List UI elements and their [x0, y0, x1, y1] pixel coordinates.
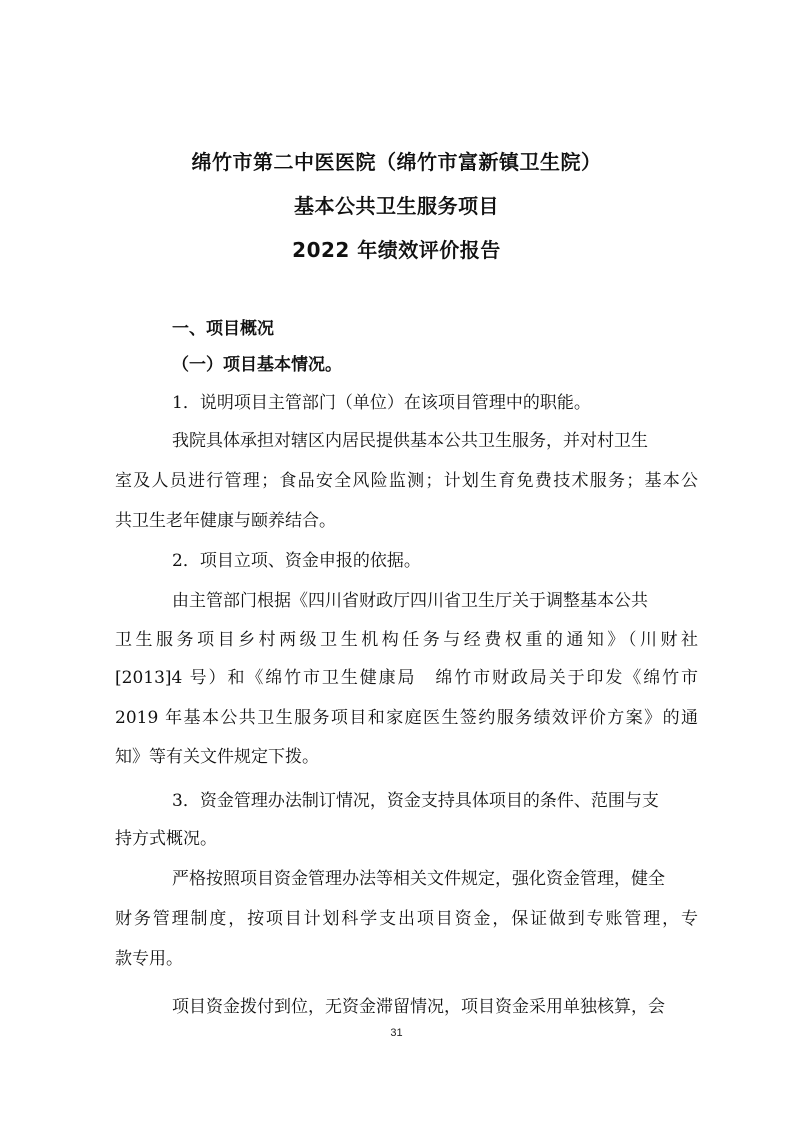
item-3-heading-line: 持方式概况。: [115, 829, 217, 849]
item-3-paragraph-line: 财务管理制度，按项目计划科学支出项目资金，保证做到专账管理，专: [115, 909, 698, 929]
page-number: 31: [390, 1027, 403, 1039]
item-3-paragraph-line: 严格按照项目资金管理办法等相关文件规定，强化资金管理，健全: [172, 869, 665, 889]
item-2-paragraph-line: 2019 年基本公共卫生服务项目和家庭医生签约服务绩效评价方案》的通: [115, 708, 698, 728]
item-2-paragraph-line: 知》等有关文件规定下拨。: [115, 747, 319, 767]
report-title-line-2: 基本公共卫生服务项目: [294, 194, 499, 218]
report-title-line-3: 2022 年绩效评价报告: [292, 238, 501, 262]
item-2-paragraph-line: 由主管部门根据《四川省财政厅四川省卫生厅关于调整基本公共: [172, 591, 648, 611]
item-2-paragraph-line: 卫生服务项目乡村两级卫生机构任务与经费权重的通知》（川财社: [115, 630, 698, 650]
item-1-paragraph-line: 我院具体承担对辖区内居民提供基本公共卫生服务，并对村卫生: [172, 431, 648, 451]
item-1-heading: 1．说明项目主管部门（单位）在该项目管理中的职能。: [172, 393, 591, 413]
item-2-heading: 2．项目立项、资金申报的依据。: [172, 551, 421, 571]
item-3-paragraph-line: 款专用。: [115, 949, 183, 969]
item-1-paragraph-line: 共卫生老年健康与颐养结合。: [115, 511, 336, 531]
item-2-paragraph-line: [2013]4 号）和《绵竹市卫生健康局 绵竹市财政局关于印发《绵竹市: [115, 668, 698, 688]
subsection-heading: （一）项目基本情况。: [172, 355, 342, 375]
item-3-heading-line: 3．资金管理办法制订情况，资金支持具体项目的条件、范围与支: [172, 791, 659, 811]
item-4-paragraph-line: 项目资金拨付到位，无资金滞留情况，项目资金采用单独核算，会: [172, 997, 665, 1017]
section-heading: 一、项目概况: [172, 319, 274, 339]
report-title-line-1: 绵竹市第二中医医院（绵竹市富新镇卫生院）: [191, 150, 602, 174]
item-1-paragraph-line: 室及人员进行管理；食品安全风险监测；计划生育免费技术服务；基本公: [115, 471, 698, 491]
